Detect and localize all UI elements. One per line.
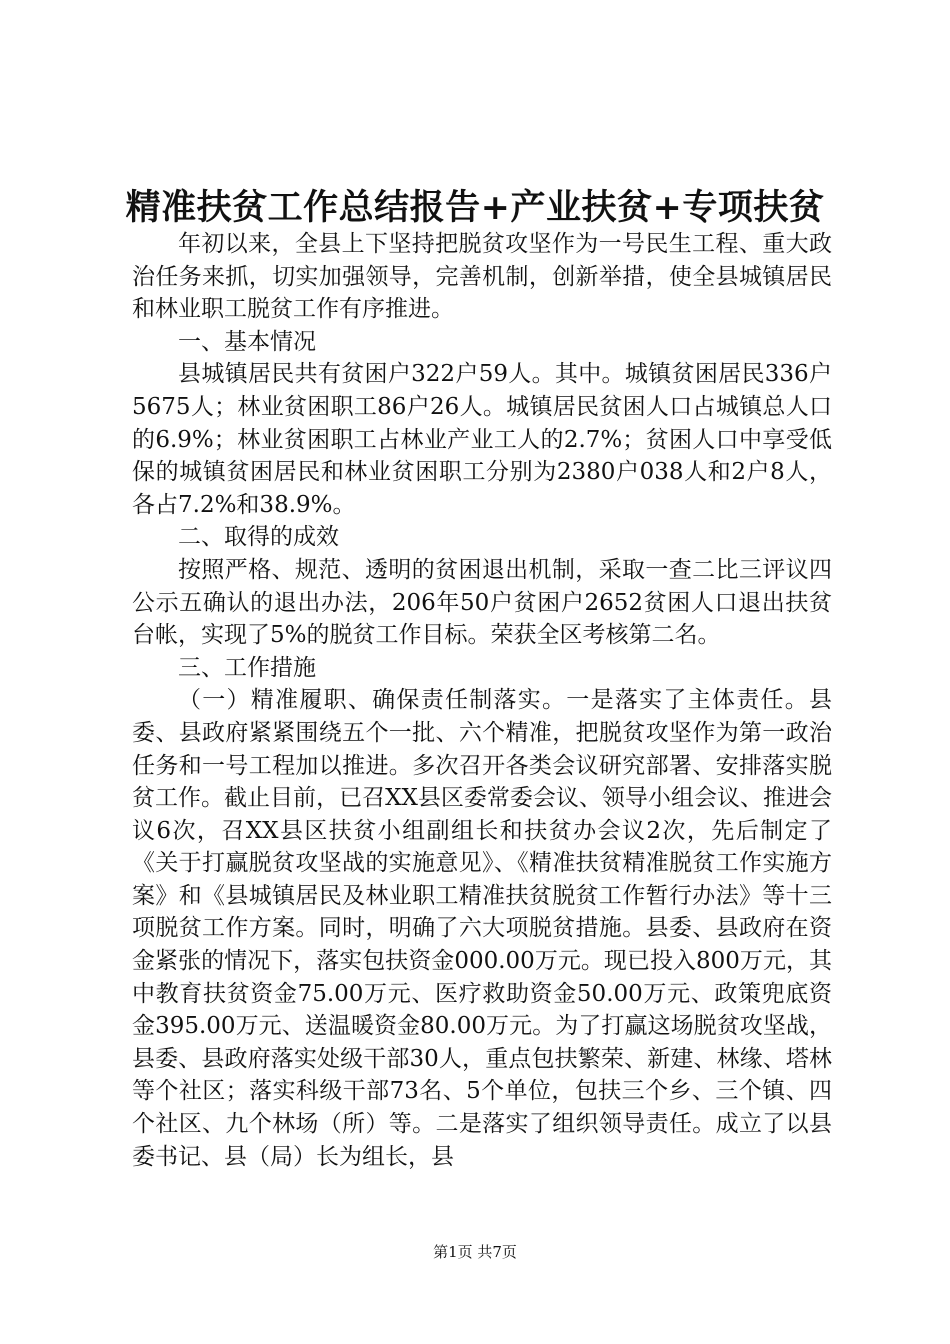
page-footer: 第1页 共7页	[433, 1243, 517, 1261]
section-heading-measures: 三、工作措施	[178, 654, 316, 681]
paragraph-basic-info: 县城镇居民共有贫困户322户59人。其中。城镇贫困居民336户5675人；林业贫困职工86户26人。城镇居民贫困人口占城镇总人口的6.9%；林业贫困职工占林业产业工人的2.7%；贫困人口中享受低保的城镇贫困居民和林业贫困职工分别为2380户038人和2户8人，各占7.2%和38.9%。	[132, 361, 832, 518]
paragraph-measures: （一）精准履职、确保责任制落实。一是落实了主体责任。县委、县政府紧紧围绕五个一批、六个精准，把脱贫攻坚作为第一政治任务和一号工程加以推进。多次召开各类会议研究部署、安排落实脱贫工作。截止目前，已召XX县区委常委会议、领导小组会议、推进会议6次，召XX县区扶贫小组副组长和扶贫办会议2次，先后制定了《关于打赢脱贫攻坚战的实施意见》、《精准扶贫精准脱贫工作实施方案》和《县城镇居民及林业职工精准扶贫脱贫工作暂行办法》等十三项脱贫工作方案。同时，明确了六大项脱贫措施。县委、县政府在资金紧张的情况下，落实包扶资金000.00万元。现已投入800万元，其中教育扶贫资金75.00万元、医疗救助资金50.00万元、政策兜底资金395.00万元、送温暖资金80.00万元。为了打赢这场脱贫攻坚战，县委、县政府落实处级干部30人，重点包扶繁荣、新建、林缘、塔林等个社区；落实科级干部73名、5个单位，包扶三个乡、三个镇、四个社区、九个林场（所）等。二是落实了组织领导责任。成立了以县委书记、县（局）长为组长，县	[132, 687, 832, 1170]
document-title: 精准扶贫工作总结报告+产业扶贫+专项扶贫	[125, 187, 825, 228]
paragraph-intro: 年初以来，全县上下坚持把脱贫攻坚作为一号民生工程、重大政治任务来抓，切实加强领导，完善机制，创新举措，使全县城镇居民和林业职工脱贫工作有序推进。	[132, 231, 832, 323]
section-heading-basic: 一、基本情况	[178, 328, 316, 355]
document-body	[132, 228, 832, 1173]
paragraph-results: 按照严格、规范、透明的贫困退出机制，采取一查二比三评议四公示五确认的退出办法，206年50户贫困户2652贫困人口退出扶贫台帐，实现了5%的脱贫工作目标。荣获全区考核第二名。	[132, 556, 832, 649]
section-heading-results: 二、取得的成效	[178, 524, 339, 551]
